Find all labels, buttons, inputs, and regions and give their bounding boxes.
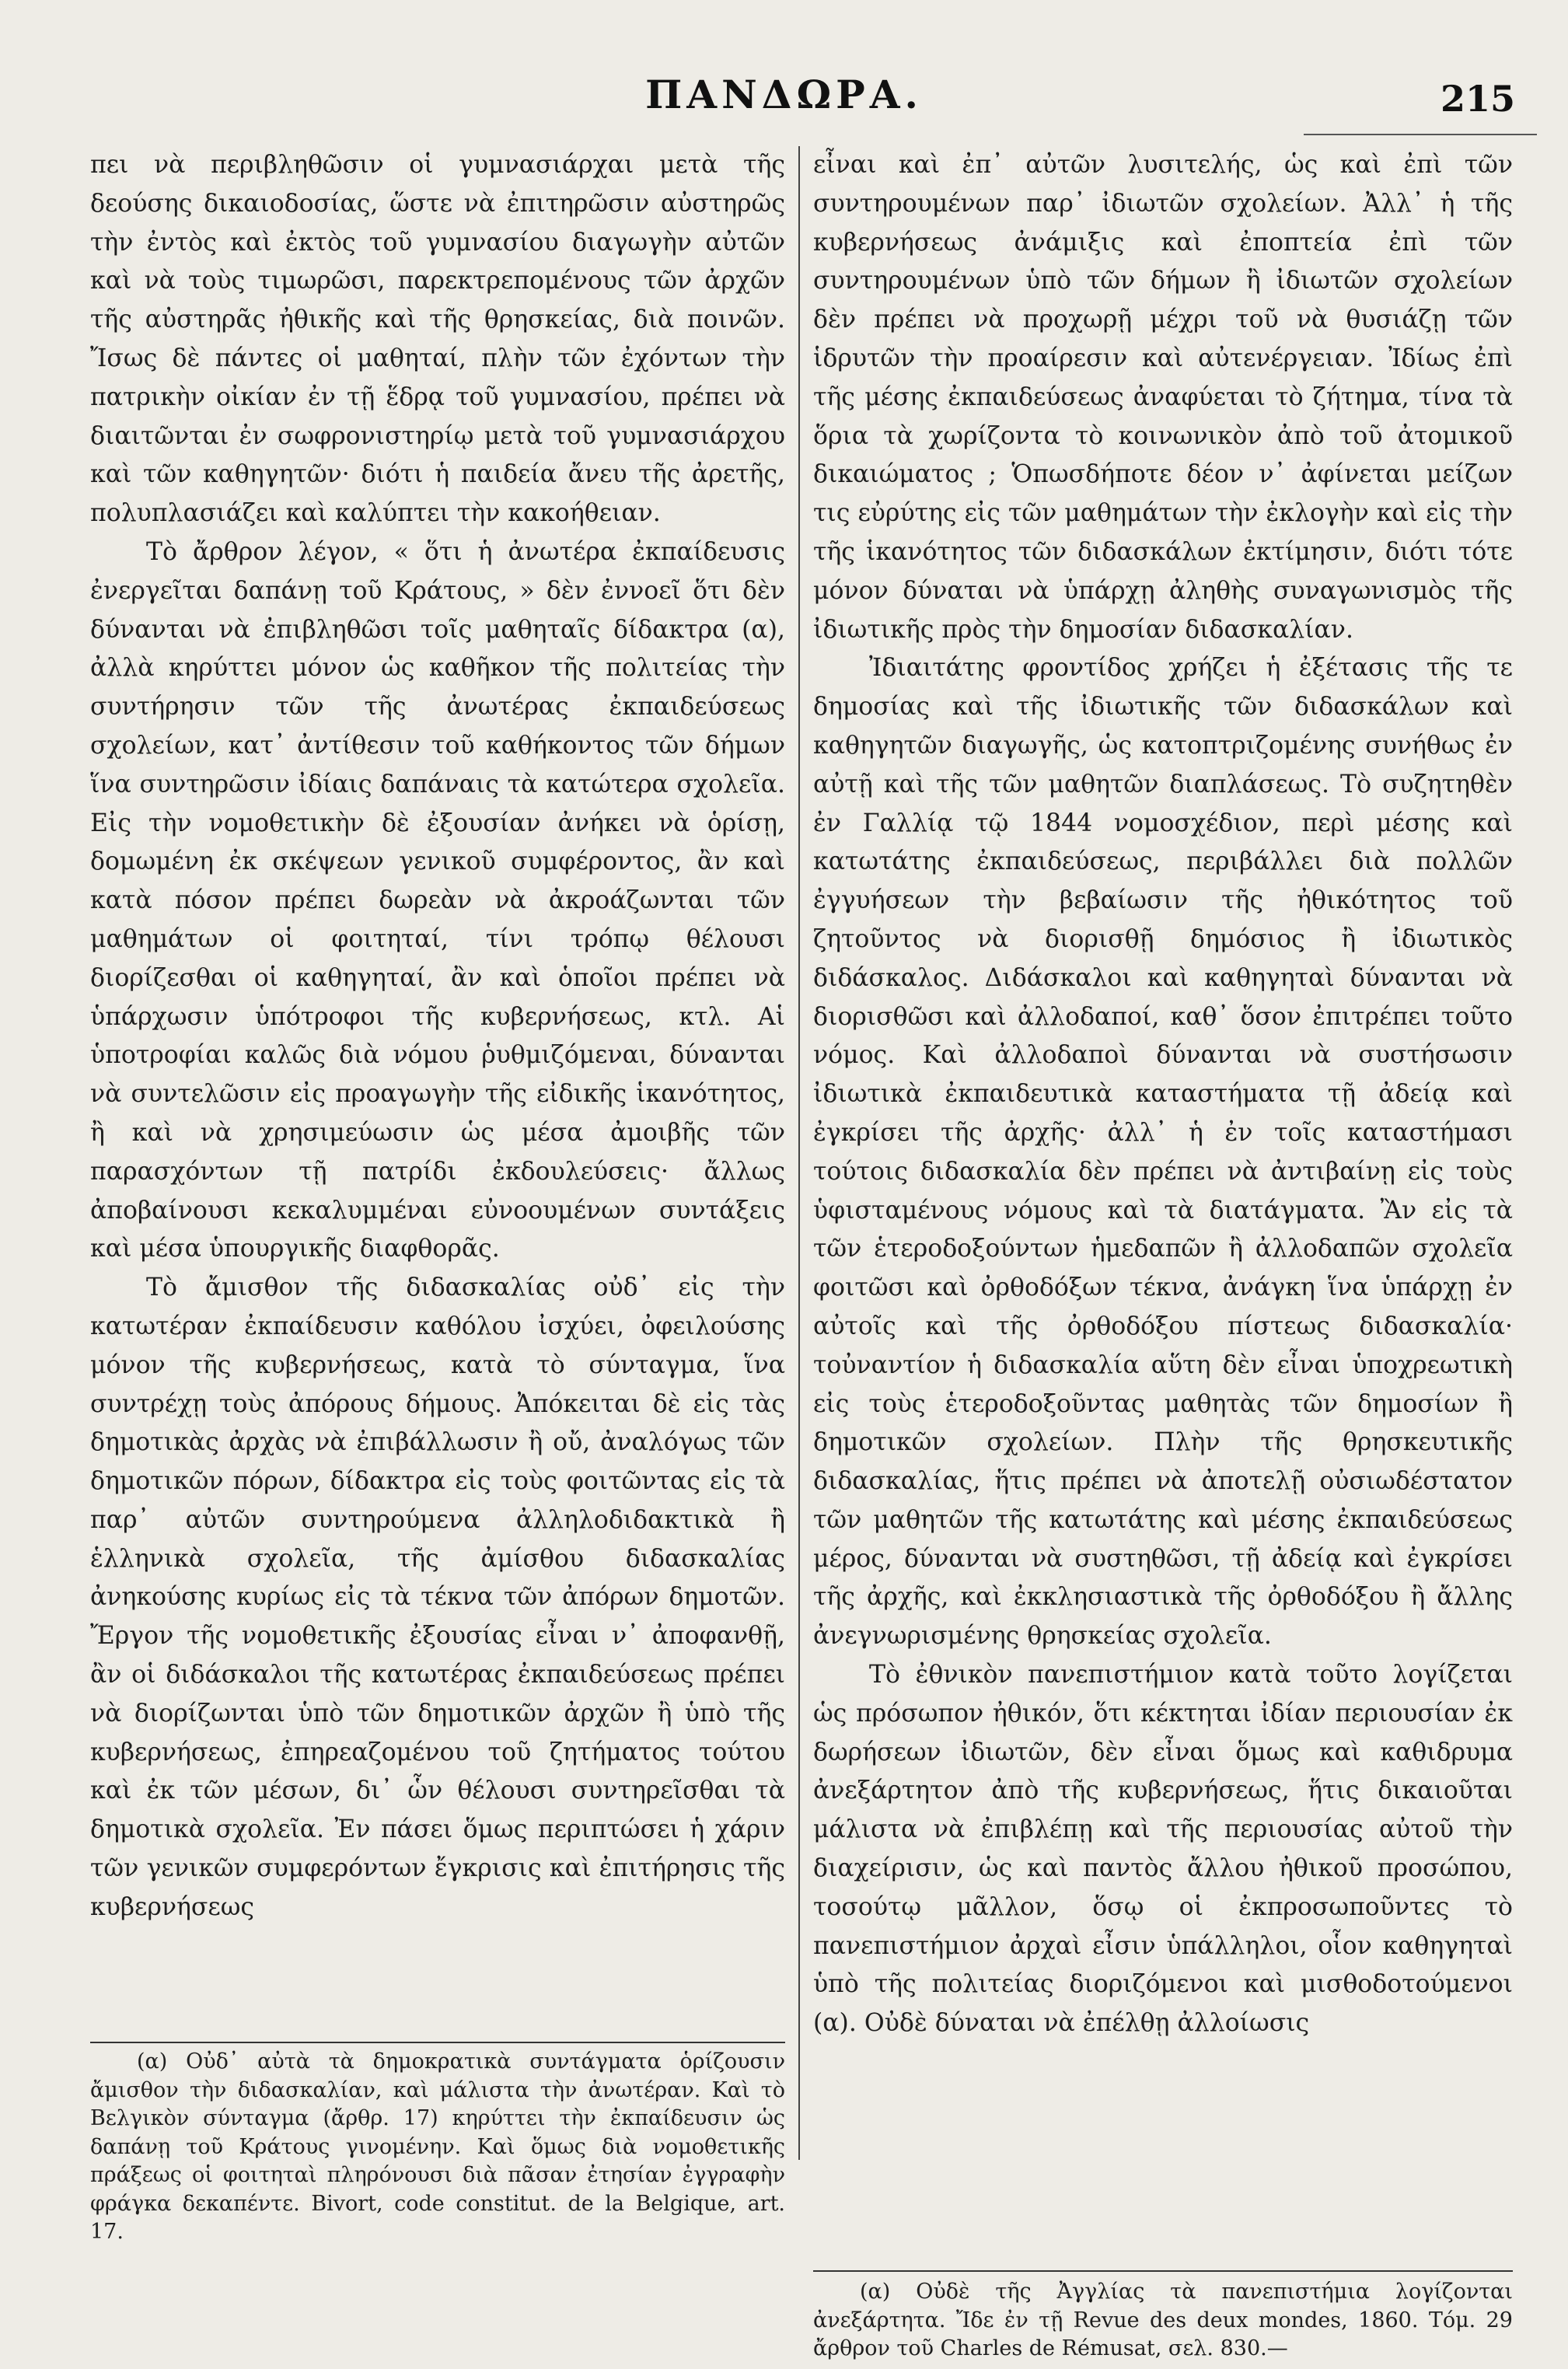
right-column [813,146,1513,2043]
footnote-rule [813,2270,1513,2272]
paragraph: Τὸ ἄμισθον τῆς διδασκαλίας οὐδ᾽ εἰς τὴν κατωτέραν ἐκπαίδευσιν καθόλου ἰσχύει, ὀφειλούσης μόνον τῆς κυβερνήσεως, κατὰ τὸ σύνταγμα, ἵνα συντρέχῃ τοὺς ἀπόρους δήμους. Ἀπόκειται δὲ εἰς τὰς δημοτικὰς ἀρχὰς νὰ ἐπιβάλλωσιν ἢ οὔ, ἀναλόγως τῶν δημοτικῶν πόρων, δίδακτρα εἰς τοὺς φοιτῶντας εἰς τὰ παρ᾽ αὐτῶν συντηρούμενα ἀλληλοδιδακτικὰ ἢ ἑλληνικὰ σχολεῖα, τῆς ἀμίσθου διδασκαλίας ἀνηκούσης κυρίως εἰς τὰ τέκνα τῶν ἀπόρων δημοτῶν. Ἔργον τῆς νομοθετικῆς ἐξουσίας εἶναι ν᾽ ἀποφανθῇ, ἂν οἱ διδάσκαλοι τῆς κατωτέρας ἐκπαιδεύσεως πρέπει νὰ διορίζωνται ὑπὸ τῶν δημοτικῶν ἀρχῶν ἢ ὑπὸ τῆς κυβερνήσεως, ἐπηρεαζομένου τοῦ ζητήματος τούτου καὶ ἐκ τῶν μέσων, δι᾽ ὧν θέλουσι συντηρεῖσθαι τὰ δημοτικὰ σχολεῖα. Ἐν πάσει ὅμως περιπτώσει ἡ χάριν τῶν γενικῶν συμφερόντων ἔγκρισις καὶ ἐπιτήρησις τῆς κυβερνήσεως [90,1274,785,1921]
paragraph: Ἰδιαιτάτης φροντίδος χρήζει ἡ ἐξέτασις τῆς τε δημοσίας καὶ τῆς ἰδιωτικῆς τῶν διδασκάλων καὶ καθηγητῶν διαγωγῆς, ὡς κατοπτριζομένης συνήθως ἐν αὐτῇ καὶ τῆς τῶν μαθητῶν διαπλάσεως. Τὸ συζητηθὲν ἐν Γαλλίᾳ τῷ 1844 νομοσχέδιον, περὶ μέσης καὶ κατωτάτης ἐκπαιδεύσεως, περιβάλλει διὰ πολλῶν ἐγγυήσεων τὴν βεβαίωσιν τῆς ἠθικότητος τοῦ ζητοῦντος νὰ διορισθῇ δημόσιος ἢ ἰδιωτικὸς διδάσκαλος. Διδάσκαλοι καὶ καθηγηταὶ δύνανται νὰ διορισθῶσι καὶ ἀλλοδαποί, καθ᾽ ὅσον ἐπιτρέπει τοῦτο νόμος. Καὶ ἀλλοδαποὶ δύνανται νὰ συστήσωσιν ἰδιωτικὰ ἐκπαιδευτικὰ καταστήματα τῇ ἀδείᾳ καὶ ἐγκρίσει τῆς ἀρχῆς· ἀλλ᾽ ἡ ἐν τοῖς καταστήμασι τούτοις διδασκαλία δὲν πρέπει νὰ ἀντιβαίνῃ εἰς τοὺς ὑφισταμένους νόμους καὶ τὰ διατάγματα. Ἂν εἰς τὰ τῶν ἑτεροδοξούντων ἡμεδαπῶν ἢ ἀλλοδαπῶν σχολεῖα φοιτῶσι καὶ ὀρθοδόξων τέκνα, ἀνάγκη ἵνα ὑπάρχῃ ἐν αὐτοῖς καὶ τῆς ὀρθοδόξου πίστεως διδασκαλία· τοὐναντίον ἡ διδασκαλία αὕτη δὲν εἶναι ὑποχρεωτικὴ εἰς τοὺς ἑτεροδοξοῦντας μαθητὰς τῶν δημοσίων ἢ δημοτικῶν σχολείων. Πλὴν τῆς θρησκευτικῆς διδασκαλίας, ἥτις πρέπει νὰ ἀποτελῇ οὐσιωδέστατον τῶν μαθητῶν τῆς κατωτάτης καὶ μέσης ἐκπαιδεύσεως μέρος, δύνανται νὰ συστηθῶσι, τῇ ἀδείᾳ καὶ ἐγκρίσει τῆς ἀρχῆς, καὶ ἐκκλησιαστικὰ τῆς ὀρθοδόξου ἢ ἄλλης ἀνεγνωρισμένης θρησκείας σχολεῖα. [813,654,1513,1651]
header-rule [1304,134,1537,135]
paragraph: πει νὰ περιβληθῶσιν οἱ γυμνασιάρχαι μετὰ τῆς δεούσης δικαιοδοσίας, ὥστε νὰ ἐπιτηρῶσιν αὐστηρῶς τὴν ἐντὸς καὶ ἐκτὸς τοῦ γυμνασίου διαγωγὴν αὐτῶν καὶ νὰ τοὺς τιμωρῶσι, παρεκτρεπομένους τῶν ἀρχῶν τῆς αὐστηρᾶς ἠθικῆς καὶ τῆς θρησκείας, διὰ ποινῶν. Ἴσως δὲ πάντες οἱ μαθηταί, πλὴν τῶν ἐχόντων τὴν πατρικὴν οἰκίαν ἐν τῇ ἕδρᾳ τοῦ γυμνασίου, πρέπει νὰ διαιτῶνται ἐν σωφρονιστηρίῳ μετὰ τοῦ γυμνασιάρχου καὶ τῶν καθηγητῶν· διότι ἡ παιδεία ἄνευ τῆς ἀρετῆς, πολυπλασιάζει καὶ καλύπτει τὴν κακοήθειαν. [90,151,785,528]
footnote-right [813,2278,1513,2364]
running-title: ΠΑΝΔΩΡΑ. [645,72,923,117]
page-number: 215 [1440,78,1515,120]
paragraph: εἶναι καὶ ἐπ᾽ αὐτῶν λυσιτελής, ὡς καὶ ἐπὶ τῶν συντηρουμένων παρ᾽ ἰδιωτῶν σχολείων. Ἀλλ᾽ ἡ τῆς κυβερνήσεως ἀνάμιξις καὶ ἐποπτεία ἐπὶ τῶν συντηρουμένων ὑπὸ τῶν δήμων ἢ ἰδιωτῶν σχολείων δὲν πρέπει νὰ προχωρῇ μέχρι τοῦ νὰ θυσιάζῃ τῶν ἱδρυτῶν τὴν προαίρεσιν καὶ αὐτενέργειαν. Ἰδίως ἐπὶ τῆς μέσης ἐκπαιδεύσεως ἀναφύεται τὸ ζήτημα, τίνα τὰ ὅρια τὰ χωρίζοντα τὸ κοινωνικὸν ἀπὸ τοῦ ἀτομικοῦ δικαιώματος ; Ὁπωσδήποτε δέον ν᾽ ἀφίνεται μείζων τις εὐρύτης εἰς τῶν μαθημάτων τὴν ἐκλογὴν καὶ εἰς τὴν τῆς ἱκανότητος τῶν διδασκάλων ἐκτίμησιν, διότι τότε μόνον δύναται νὰ ὑπάρχῃ ἀληθὴς συναγωνισμὸς τῆς ἰδιωτικῆς πρὸς τὴν δημοσίαν διδασκαλίαν. [813,151,1513,644]
footnote-text: (α) Οὐδ᾽ αὐτὰ τὰ δημοκρατικὰ συντάγματα ὁρίζουσιν ἄμισθον τὴν διδασκαλίαν, καὶ μάλιστα τὴν ἀνωτέραν. Καὶ τὸ Βελγικὸν σύνταγμα (ἄρθρ. 17) κηρύττει τὴν ἐκπαίδευσιν ὡς δαπάνῃ τοῦ Κράτους γινομένην. Καὶ ὅμως διὰ νομοθετικῆς πράξεως οἱ φοιτηταὶ πληρόνουσι διὰ πᾶσαν ἐτησίαν ἐγγραφὴν φράγκα δεκαπέντε. Bivort, code constitut. de la Belgique, art. 17. [90,2049,785,2244]
footnote-text: (α) Οὐδὲ τῆς Ἀγγλίας τὰ πανεπιστήμια λογίζονται ἀνεξάρτητα. Ἴδε ἐν τῇ Revue des deux mondes, 1860. Τόμ. 29 ἄρθρον τοῦ Charles de Rémusat, σελ. 830.— [813,2280,1513,2360]
left-column [90,146,785,1927]
footnote-left [90,2048,785,2247]
paragraph: Τὸ ἄρθρον λέγον, « ὅτι ἡ ἀνωτέρα ἐκπαίδευσις ἐνεργεῖται δαπάνῃ τοῦ Κράτους, » δὲν ἐννοεῖ ὅτι δὲν δύνανται νὰ ἐπιβληθῶσι τοῖς μαθηταῖς δίδακτρα (α), ἀλλὰ κηρύττει μόνον ὡς καθῆκον τῆς πολιτείας τὴν συντήρησιν τῶν τῆς ἀνωτέρας ἐκπαιδεύσεως σχολείων, κατ᾽ ἀντίθεσιν τοῦ καθήκοντος τῶν δήμων ἵνα συντηρῶσιν ἰδίαις δαπάναις τὰ κατώτερα σχολεῖα. Εἰς τὴν νομοθετικὴν δὲ ἐξουσίαν ἀνήκει νὰ ὁρίσῃ, δομωμένη ἐκ σκέψεων γενικοῦ συμφέροντος, ἂν καὶ κατὰ πόσον πρέπει δωρεὰν νὰ ἀκροάζωνται τῶν μαθημάτων οἱ φοιτηταί, τίνι τρόπῳ θέλουσι διορίζεσθαι οἱ καθηγηταί, ἂν καὶ ὁποῖοι πρέπει νὰ ὑπάρχωσιν ὑπότροφοι τῆς κυβερνήσεως, κτλ. Αἱ ὑποτροφίαι καλῶς διὰ νόμου ῥυθμιζόμεναι, δύνανται νὰ συντελῶσιν εἰς προαγωγὴν τῆς εἰδικῆς ἱκανότητος, ἢ καὶ νὰ χρησιμεύωσιν ὡς μέσα ἀμοιβῆς τῶν παρασχόντων τῇ πατρίδι ἐκδουλεύσεις· ἄλλως ἀποβαίνουσι κεκαλυμμέναι εὐνοουμένων συντάξεις καὶ μέσα ὑπουργικῆς διαφθορᾶς. [90,537,785,1263]
paragraph: Τὸ ἐθνικὸν πανεπιστήμιον κατὰ τοῦτο λογίζεται ὡς πρόσωπον ἠθικόν, ὅτι κέκτηται ἰδίαν περιουσίαν ἐκ δωρήσεων ἰδιωτῶν, δὲν εἶναι ὅμως καὶ καθιδρυμα ἀνεξάρτητον ἀπὸ τῆς κυβερνήσεως, ἥτις δικαιοῦται μάλιστα νὰ ἐπιβλέπῃ καὶ τῆς περιουσίας αὐτοῦ τὴν διαχείρισιν, ὡς καὶ παντὸς ἄλλου ἠθικοῦ προσώπου, τοσούτῳ μᾶλλον, ὅσῳ οἱ ἐκπροσωποῦντες τὸ πανεπιστήμιον ἀρχαὶ εἶσιν ὑπάλληλοι, οἷον καθηγηταὶ ὑπὸ τῆς πολιτείας διοριζόμενοι καὶ μισθοδοτούμενοι (α). Οὐδὲ δύναται νὰ ἐπέλθῃ ἀλλοίωσις [813,1661,1513,2038]
column-divider [798,146,800,2160]
footnote-rule [90,2042,785,2043]
